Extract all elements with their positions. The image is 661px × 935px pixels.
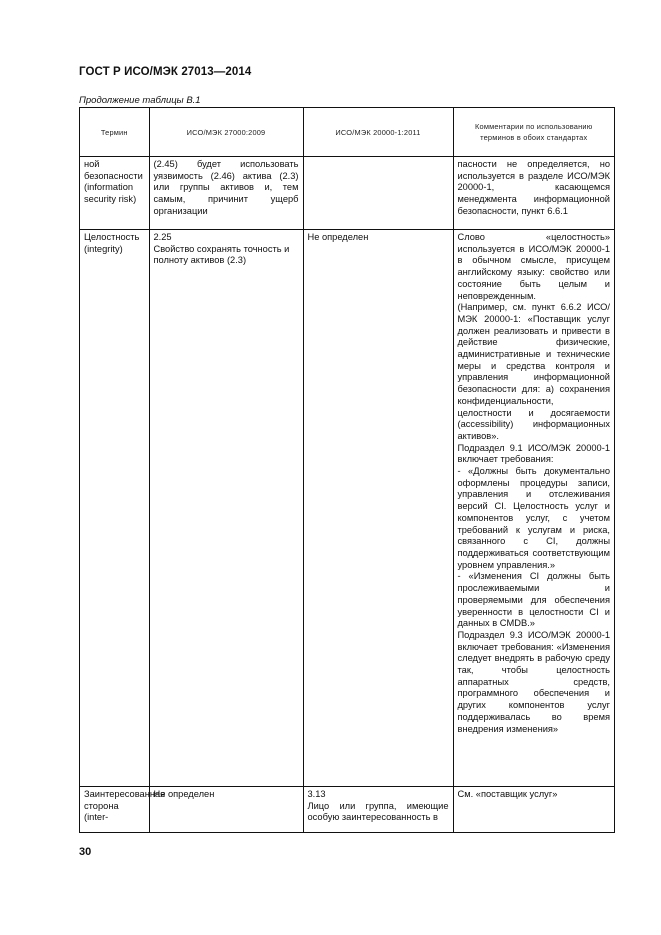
comment-paragraph: - «Изменения CI должны быть прослеживаемыми и проверяемыми для обеспечения уверенности в целостности CI и данных в CMDB.» xyxy=(457,571,610,629)
table-row xyxy=(80,230,614,787)
term-cell: Заинтересованная сторона (inter- xyxy=(80,787,149,833)
iso27000-cell: Не определен xyxy=(149,787,303,833)
comment-cell xyxy=(453,157,614,230)
iso20000-cell: 3.13 Лицо или группа, имеющие особую заинтересованность в xyxy=(303,787,453,833)
comment-paragraph: (Например, см. пункт 6.6.2 ИСО/МЭК 20000-1: «Поставщик услуг должен реализовать и привести в действие физические, административные и технические меры и средства контроля и управления информационной безопасности для: а) сохранения конфиденциальности, целостности и досягаемости (accessibility) информационных активов». xyxy=(457,302,610,441)
term-cell: Целостность (integrity) xyxy=(80,230,149,787)
comment-cell xyxy=(453,787,614,833)
column-header-iso27000: ИСО/МЭК 27000:2009 xyxy=(149,108,303,157)
table-header-row xyxy=(80,108,614,157)
comment-paragraph: Подраздел 9.1 ИСО/МЭК 20000-1 включает требования: xyxy=(457,442,610,465)
iso27000-cell: 2.25 Свойство сохранять точность и полноту активов (2.3) xyxy=(149,230,303,787)
iso20000-cell xyxy=(303,157,453,230)
comment-paragraph: См. «поставщик услуг» xyxy=(457,789,558,799)
iso20000-cell: Не определен xyxy=(303,230,453,787)
page-number: 30 xyxy=(79,846,92,858)
comment-paragraph: пасности не определяется, но используется в разделе ИСО/МЭК 20000-1, касающемся менеджмента информационной безопасности, пункт 6.6.1 xyxy=(457,159,610,216)
table-row xyxy=(80,157,614,230)
comment-paragraph: Слово «целостность» используется в ИСО/МЭК 20000-1 в обычном смысле, присущем английскому языку: свойство или состояние быть целым и неповрежденным. xyxy=(457,232,610,301)
terms-table-container xyxy=(79,107,615,833)
term-cell: ной безопасности (information security risk) xyxy=(80,157,149,230)
iso27000-cell: (2.45) будет использовать уязвимость (2.46) актива (2.3) или группы активов и, тем самым, причинит ущерб организации xyxy=(149,157,303,230)
comment-paragraph: - «Должны быть документально оформлены процедуры записи, управления и отслеживания версий CI. Целостность услуг и компонентов услуг, с учетом требований к услугам и риска, связанного с CI, должны поддерживаться соответствующим уровнем управления.» xyxy=(457,466,610,570)
column-header-iso20000: ИСО/МЭК 20000-1:2011 xyxy=(303,108,453,157)
document-header: ГОСТ Р ИСО/МЭК 27013—2014 xyxy=(79,66,252,78)
column-header-term: Термин xyxy=(80,108,149,157)
terms-table xyxy=(80,108,614,833)
comment-paragraph: Подраздел 9.3 ИСО/МЭК 20000-1 включает требования: «Изменения следует внедрять в рабочую среду так, чтобы целостность аппаратных средств, программного обеспечения и других компонентов услуг поддерживалась во время внедрения изменения» xyxy=(457,629,610,734)
table-continuation-label: Продолжение таблицы В.1 xyxy=(79,95,201,106)
table-row xyxy=(80,787,614,833)
column-header-comments: Комментарии по использованию терминов в обоих стандартах xyxy=(453,108,614,157)
comment-cell xyxy=(453,230,614,787)
